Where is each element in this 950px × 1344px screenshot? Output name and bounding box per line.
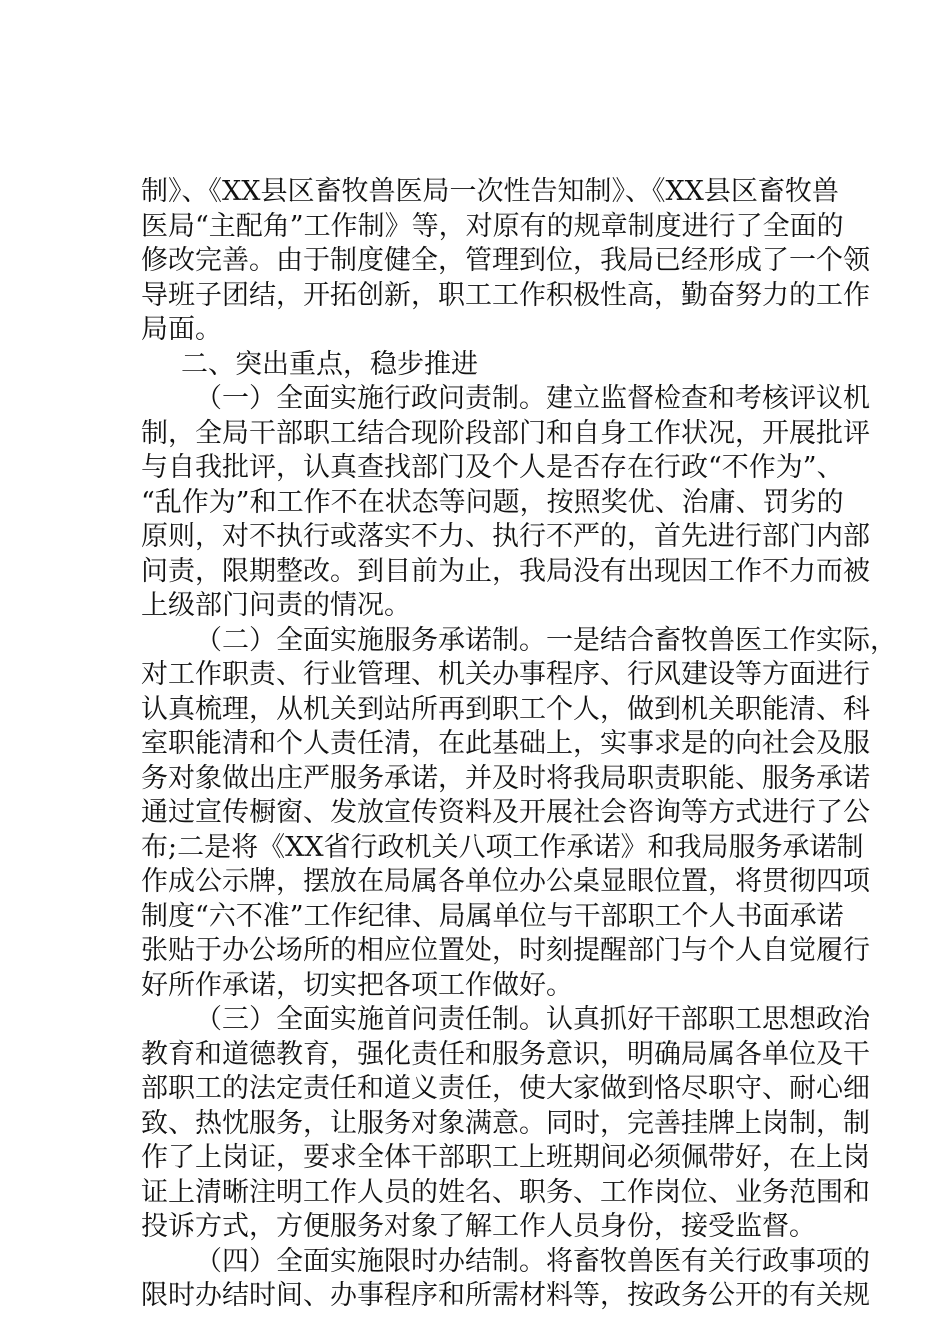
text-line: 投诉方式，方便服务对象了解工作人员身份，接受监督。 <box>141 1211 816 1242</box>
text-line: 与自我批评，认真查找部门及个人是否存在行政“不作为”、 <box>141 452 844 483</box>
text-line: 问责，限期整改。到目前为止，我局没有出现因工作不力而被 <box>141 555 870 587</box>
text-line: 教育和道德教育，强化责任和服务意识，明确局属各单位及干 <box>141 1038 870 1070</box>
text-line: 修改完善。由于制度健全，管理到位，我局已经形成了一个领 <box>141 245 870 276</box>
text-line: 认真梳理，从机关到站所再到职工个人，做到机关职能清、科 <box>141 693 870 725</box>
text-line: （一）全面实施行政问责制。建立监督检查和考核评议机 <box>195 383 870 414</box>
section-heading: 二、突出重点，稳步推进 <box>181 348 478 380</box>
text-line: （四）全面实施限时办结制。将畜牧兽医有关行政事项的 <box>195 1245 870 1277</box>
text-line: 张贴于办公场所的相应位置处，时刻提醒部门与个人自觉履行 <box>141 935 870 966</box>
text-line: 证上清晰注明工作人员的姓名、职务、工作岗位、业务范围和 <box>141 1176 870 1208</box>
text-line: 通过宣传橱窗、发放宣传资料及开展社会咨询等方式进行了公 <box>141 797 870 828</box>
text-line: 上级部门问责的情况。 <box>141 590 411 621</box>
text-line: 致、热忱服务，让服务对象满意。同时，完善挂牌上岗制，制 <box>141 1107 870 1139</box>
text-line: 限时办结时间、办事程序和所需材料等，按政务公开的有关规 <box>141 1280 870 1311</box>
text-line: 医局“主配角”工作制》等，对原有的规章制度进行了全面的 <box>141 210 844 242</box>
text-line: 作了上岗证，要求全体干部职工上班期间必须佩带好，在上岗 <box>141 1142 870 1173</box>
text-line: 对工作职责、行业管理、机关办事程序、行风建设等方面进行 <box>141 659 870 690</box>
text-line: （二）全面实施服务承诺制。一是结合畜牧兽医工作实际， <box>195 624 897 656</box>
text-line: 制，全局干部职工结合现阶段部门和自身工作状况，开展批评 <box>141 417 870 449</box>
text-line: 部职工的法定责任和道义责任，使大家做到恪尽职守、耐心细 <box>141 1073 870 1104</box>
text-line: 务对象做出庄严服务承诺，并及时将我局职责职能、服务承诺 <box>141 762 870 794</box>
text-line: 制》、《XX县区畜牧兽医局一次性告知制》、《XX县区畜牧兽 <box>141 176 839 207</box>
text-line: 制度“六不准”工作纪律、局属单位与干部职工个人书面承诺 <box>141 900 844 932</box>
document-body <box>141 175 897 1314</box>
text-line: 作成公示牌，摆放在局属各单位办公桌显眼位置，将贯彻四项 <box>141 866 870 897</box>
text-line: 局面。 <box>141 314 222 345</box>
text-line: “乱作为”和工作不在状态等问题，按照奖优、治庸、罚劣的 <box>141 486 844 518</box>
text-line: 原则，对不执行或落实不力、执行不严的，首先进行部门内部 <box>141 521 870 552</box>
text-line: 好所作承诺，切实把各项工作做好。 <box>141 969 573 1001</box>
text-line: 导班子团结，开拓创新，职工工作积极性高，勤奋努力的工作 <box>141 279 870 311</box>
text-line: （三）全面实施首问责任制。认真抓好干部职工思想政治 <box>195 1004 870 1035</box>
text-line: 布;二是将《XX省行政机关八项工作承诺》和我局服务承诺制 <box>141 831 864 863</box>
text-line: 室职能清和个人责任清，在此基础上，实事求是的向社会及服 <box>141 728 870 759</box>
